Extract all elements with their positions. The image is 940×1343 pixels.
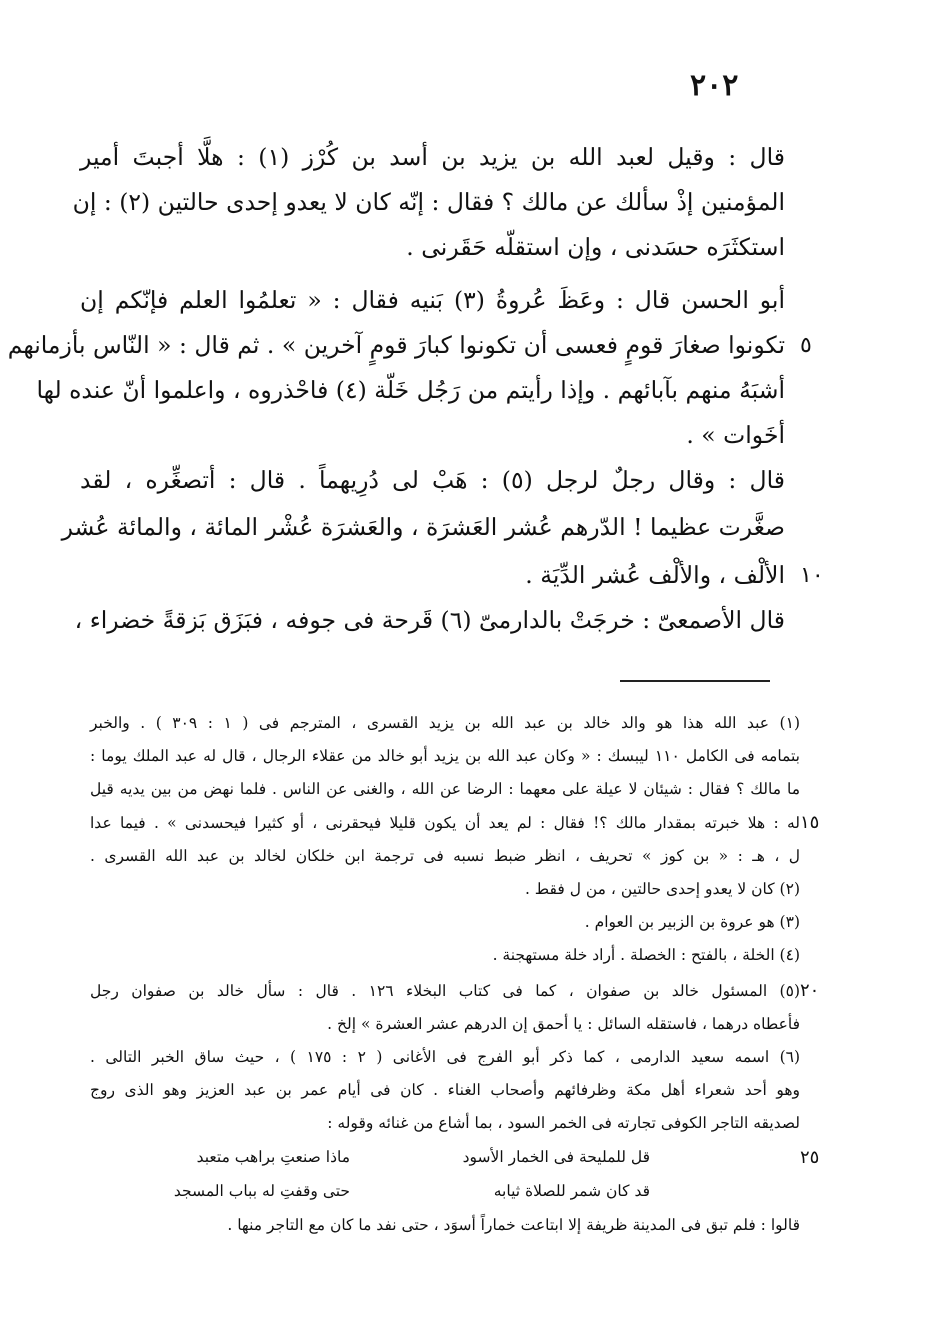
- footnote-line: ما مالك ؟ فقال : شيئان لا عيلة على معهما : الرضا عن الله ، والغنى عن الناس . فلما نهض من بين يديه قيل: [90, 780, 800, 798]
- footnote-line: ل ، هـ : « بن كوز » تحريف ، انظر ضبط نسبه فى ترجمة ابن خلكان لخالد بن عبد الله القسرى .: [90, 847, 800, 865]
- main-line-5: تكونوا صغارَ قومٍ فعسى أن تكونوا كبارَ قومٍ آخرين » . ثم قال : « النّاس بأزمانهم: [7, 331, 785, 359]
- line-number-10: ١٠: [800, 563, 824, 588]
- footnote-line: فأعطاه درهما ، فاستقله السائل : يا أحمق إن الدرهم عشر العشرة » إلخ .: [327, 1015, 800, 1033]
- line-number-20: ٢٠: [800, 980, 820, 1001]
- main-line-7: أخَوات » .: [686, 421, 785, 449]
- footnote-line: قالوا : فلم تبق فى المدينة ظريفة إلا ابتاعت خماراً أسوَد ، حتى نفد ما كان مع التاجر منها .: [227, 1216, 800, 1234]
- main-line-3: استكثَرَه حسَدنى ، وإن استقلّه حَقَرنى .: [406, 233, 785, 261]
- line-number-25: ٢٥: [800, 1147, 820, 1168]
- footnote-line: (٢) كان لا يعدو إحدى حالتين ، من ل فقط .: [524, 880, 800, 898]
- main-line-10: الألْف ، والألْف عُشر الدِّيَة .: [525, 561, 785, 589]
- line-number-15: ١٥: [800, 812, 820, 833]
- poem-verse-1-first-hemistich: قل للمليحة فى الخمار الأسود: [462, 1148, 650, 1166]
- main-line-1: قال : وقيل لعبد الله بن يزيد بن أسد بن كُرْز (١) : هلَّا أجبتَ أمير: [80, 143, 786, 171]
- poem-verse-1-second-hemistich: ماذا صنعتِ براهب متعبد: [196, 1148, 350, 1166]
- footnote-separator: [620, 680, 770, 682]
- footnote-line: لصديقه التاجر الكوفى تجارته فى الخمر السود ، بما أشاع من غنائه وقوله :: [327, 1114, 800, 1132]
- footnote-line: (٥) المسئول خالد بن صفوان ، كما فى كتاب البخلاء ١٢٦ . قال : سأل خالد بن صفوان رجل: [90, 982, 800, 1000]
- main-line-2: المؤمنين إذْ سألك عن مالك ؟ فقال : إنّه كان لا يعدو إحدى حالتين (٢) : إن: [72, 188, 785, 216]
- page-number: ٢٠٢: [690, 68, 739, 103]
- main-line-9: صغَّرت عظيما ! الدّرهم عُشر العَشرَة ، والعَشرَة عُشْر المائة ، والمائة عُشر: [61, 513, 785, 541]
- footnote-line: (٣) هو عروة بن الزبير بن العوام .: [584, 913, 800, 931]
- footnote-line: (٦) اسمه سعيد الدارمى ، كما ذكر أبو الفرج فى الأغانى ( ٢ : ١٧٥ ) ، حيث ساق الخبر التالى .: [90, 1048, 801, 1066]
- line-number-5: ٥: [800, 333, 812, 358]
- main-line-8: قال : وقال رجلٌ لرجل (٥) : هَبْ لى دُرِيهماً . قال : أتصغِّره ، لقد: [80, 466, 786, 494]
- footnote-line: (٤) الخلة ، بالفتح : الخصلة . أراد خلة مستهجنة .: [492, 946, 800, 964]
- main-line-6: أشبَهُ منهم بآبائهم . وإذا رأيتم من رَجُل خَلّة (٤) فاحْذروه ، واعلموا أنّ عنده لها: [36, 376, 785, 404]
- main-line-4: أبو الحسن قال : وعَظَ عُروةُ (٣) بَنيه فقال : « تعلمُوا العلم فإنّكم إن: [80, 286, 785, 314]
- main-line-11: قال الأصمعىّ : خرجَتْ بالدارمىّ (٦) قَرحة فى جوفه ، فبَزَق بَزقةً خضراء ،: [74, 606, 785, 634]
- footnote-line: (١) عبد الله هذا هو والد خالد بن عبد الله بن يزيد القسرى ، المترجم فى ( ١ : ٣٠٩ ) . والخبر: [90, 714, 800, 732]
- poem-verse-2-first-hemistich: قد كان شمر للصلاة ثيابه: [493, 1182, 650, 1200]
- footnote-line: له : هلا خبرته بمقدار مالك ؟! فقال : لم يعد أن يكون قليلا فيحقرنى ، أو كثيرا فيحسدنى » . فيما عدا: [90, 814, 800, 832]
- poem-verse-2-second-hemistich: حتى وقفتِ له بباب المسجد: [173, 1182, 350, 1200]
- footnote-line: بتمامه فى الكامل ١١٠ ليبسك : « وكان عبد الله بن يزيد أبو خالد من عقلاء الرجال ، قال له عبد الملك يوما :: [90, 747, 800, 765]
- footnote-line: وهو أحد شعراء أهل مكة وظرفائهم وأصحاب الغناء . كان فى أيام عمر بن عبد العزيز وهو الذى روج: [90, 1081, 800, 1099]
